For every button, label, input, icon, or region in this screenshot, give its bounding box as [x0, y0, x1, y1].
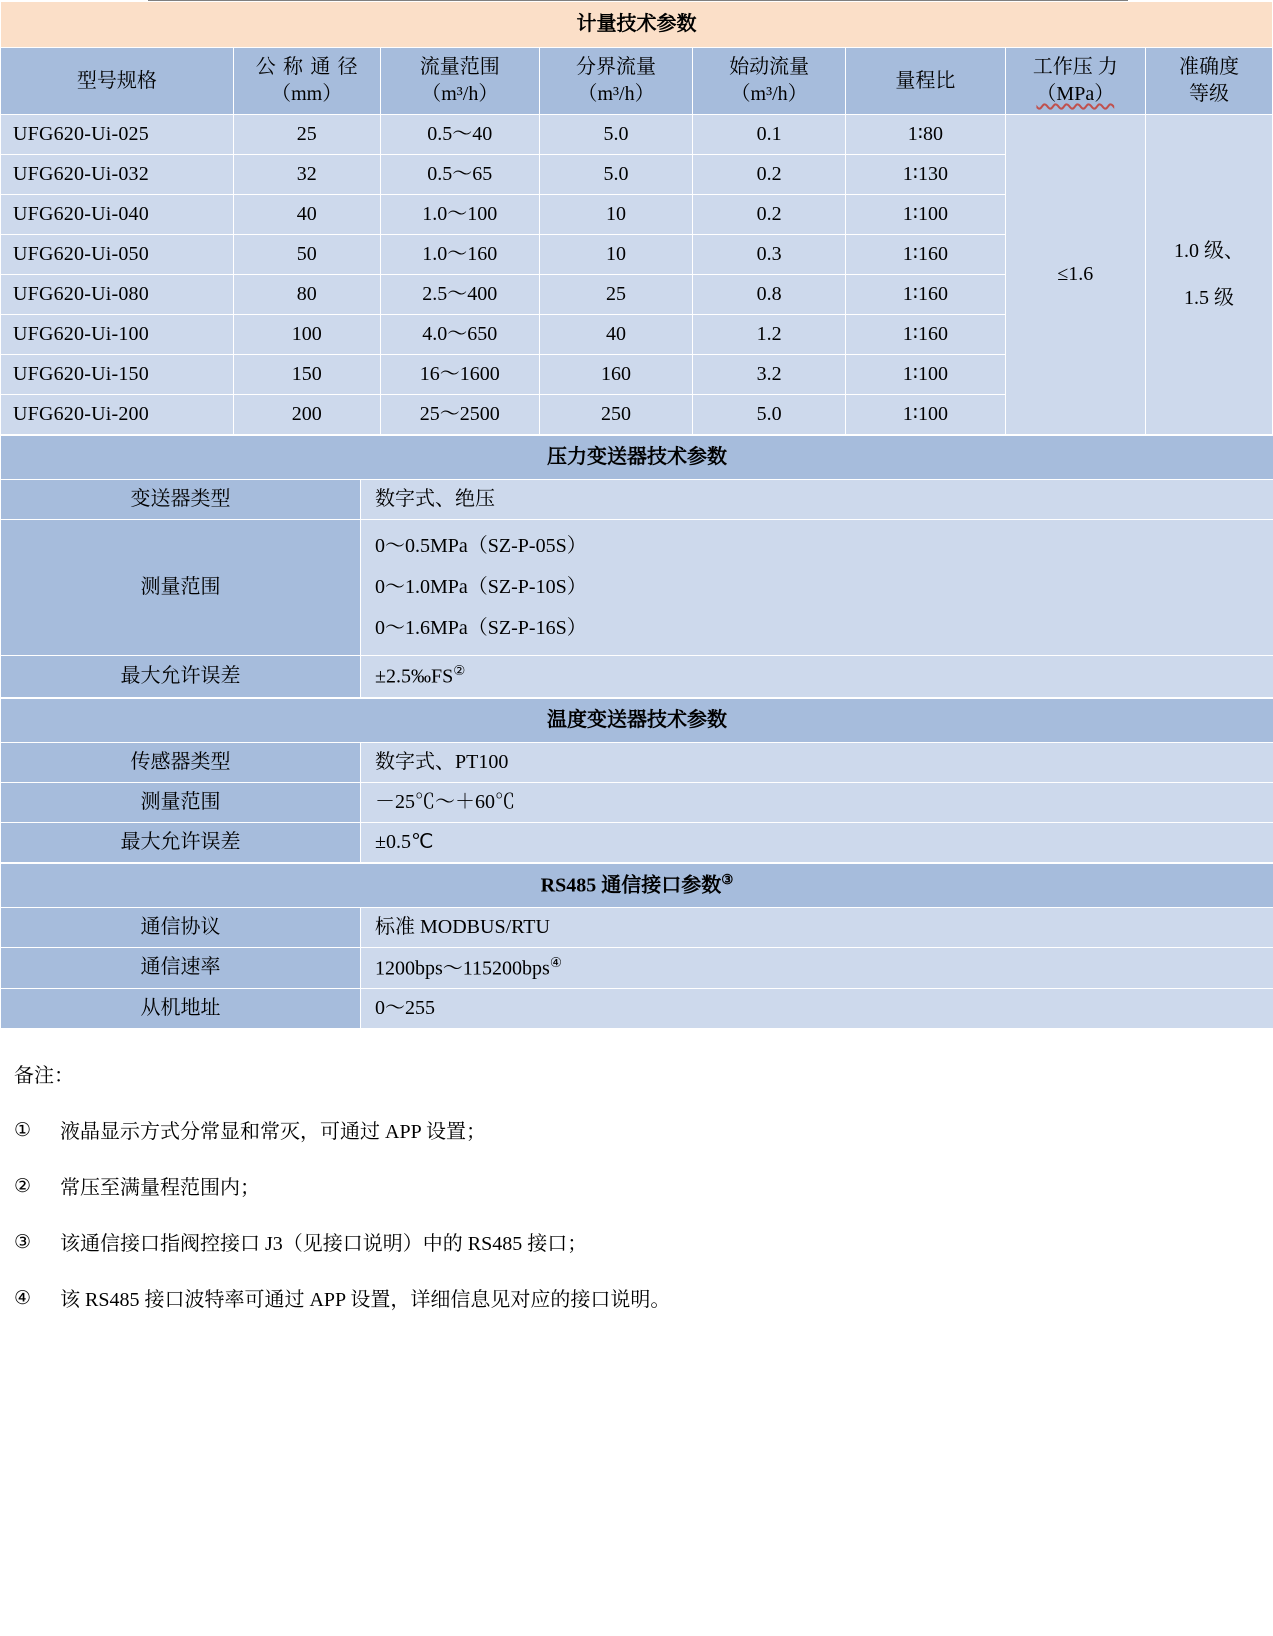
header-boundary-flow-line1: 分界流量: [576, 56, 657, 78]
cell-dn: 50: [233, 235, 380, 275]
table-row: [1, 822, 1273, 862]
header-work-pressure-line1: 工作压 力: [1032, 56, 1118, 78]
cell-boundary-flow: 10: [539, 235, 692, 275]
header-accuracy-line2: 等级: [1189, 83, 1230, 105]
cell-model: UFG620-Ui-050: [1, 235, 234, 275]
value-pressure-max-error-note: ②: [453, 663, 466, 678]
cell-model: UFG620-Ui-200: [1, 395, 234, 435]
cell-dn: 150: [233, 355, 380, 395]
cell-model: UFG620-Ui-040: [1, 195, 234, 235]
notes-title: 备注：: [14, 1065, 74, 1088]
cell-start-flow: 5.0: [693, 395, 846, 435]
cell-model: UFG620-Ui-150: [1, 355, 234, 395]
cell-dn: 80: [233, 275, 380, 315]
note-item: [14, 1173, 1259, 1203]
cell-boundary-flow: 250: [539, 395, 692, 435]
notes-section: [0, 1061, 1273, 1351]
label-transmitter-type: 变送器类型: [1, 480, 361, 520]
header-flow-range: [380, 48, 539, 115]
value-pressure-max-error: [361, 656, 1273, 698]
note-number: ③: [14, 1232, 32, 1254]
table-row: [1, 989, 1273, 1029]
cell-accuracy-line1: 1.0 级、: [1174, 239, 1245, 262]
value-temp-max-error: ±0.5℃: [361, 822, 1273, 862]
cell-start-flow: 0.2: [693, 195, 846, 235]
cell-start-flow: 0.1: [693, 115, 846, 155]
label-pressure-range: 测量范围: [1, 520, 361, 656]
cell-flow-range: 0.5～65: [380, 155, 539, 195]
table-row: [1, 947, 1273, 989]
header-dn-line2: （mm）: [271, 83, 343, 105]
value-baud-rate-text: 1200bps～115200bps: [375, 957, 550, 980]
cell-turndown: 1∶100: [846, 395, 1005, 435]
cell-turndown: 1∶100: [846, 195, 1005, 235]
note-number: ①: [14, 1120, 32, 1142]
rs485-section-title-note: ③: [721, 871, 734, 887]
pressure-transmitter-table: [0, 435, 1273, 698]
cell-turndown: 1∶160: [846, 315, 1005, 355]
metering-header-row: [1, 48, 1273, 115]
cell-turndown: 1∶80: [846, 115, 1005, 155]
rs485-title-row: [1, 863, 1273, 907]
label-protocol: 通信协议: [1, 907, 361, 947]
note-text: 该 RS485 接口波特率可通过 APP 设置，详细信息见对应的接口说明。: [60, 1289, 671, 1312]
cell-turndown: 1∶160: [846, 275, 1005, 315]
value-pressure-max-error-text: ±2.5‰FS: [375, 665, 454, 688]
value-baud-rate-note: ④: [549, 954, 563, 970]
value-transmitter-type: 数字式、绝压: [361, 480, 1273, 520]
header-model: 型号规格: [1, 48, 234, 115]
note-text: 常压至满量程范围内；: [60, 1177, 260, 1200]
table-row: [1, 742, 1273, 782]
header-flow-range-line2: （m³/h）: [421, 83, 499, 105]
header-accuracy-line1: 准确度: [1179, 56, 1240, 78]
cell-flow-range: 2.5～400: [380, 275, 539, 315]
note-item: [14, 1117, 1259, 1147]
header-work-pressure: [1005, 48, 1146, 115]
cell-model: UFG620-Ui-025: [1, 115, 234, 155]
value-slave-address: 0～255: [361, 989, 1273, 1029]
label-baud-rate: 通信速率: [1, 947, 361, 989]
rs485-table: [0, 863, 1273, 1030]
cell-dn: 100: [233, 315, 380, 355]
header-start-flow: [693, 48, 846, 115]
label-sensor-type: 传感器类型: [1, 742, 361, 782]
header-dn-line1: 公 称 通 径: [255, 56, 358, 78]
cell-turndown: 1∶100: [846, 355, 1005, 395]
cell-flow-range: 1.0～100: [380, 195, 539, 235]
cell-dn: 32: [233, 155, 380, 195]
cell-model: UFG620-Ui-100: [1, 315, 234, 355]
value-pressure-range-line3: 0～1.6MPa（SZ-P-16S）: [375, 617, 587, 639]
value-temp-range: －25℃～＋60℃: [361, 782, 1273, 822]
metering-section-title: 计量技术参数: [1, 2, 1273, 48]
cell-model: UFG620-Ui-032: [1, 155, 234, 195]
note-item: [14, 1285, 1259, 1315]
note-item: [14, 1229, 1259, 1259]
temperature-title-row: [1, 698, 1273, 742]
cell-turndown: 1∶130: [846, 155, 1005, 195]
cell-dn: 25: [233, 115, 380, 155]
note-text: 该通信接口指阀控接口 J3（见接口说明）中的 RS485 接口；: [60, 1233, 588, 1256]
pressure-section-title: 压力变送器技术参数: [1, 436, 1273, 480]
cell-start-flow: 3.2: [693, 355, 846, 395]
value-protocol: 标准 MODBUS/RTU: [361, 907, 1273, 947]
cell-flow-range: 4.0～650: [380, 315, 539, 355]
cell-dn: 40: [233, 195, 380, 235]
temperature-section-title: 温度变送器技术参数: [1, 698, 1273, 742]
table-row: [1, 656, 1273, 698]
rs485-section-title-text: RS485 通信接口参数: [540, 874, 722, 897]
cell-boundary-flow: 5.0: [539, 115, 692, 155]
label-pressure-max-error: 最大允许误差: [1, 656, 361, 698]
cell-flow-range: 0.5～40: [380, 115, 539, 155]
table-row: [1, 520, 1273, 656]
table-row: [1, 115, 1273, 155]
cell-dn: 200: [233, 395, 380, 435]
cell-flow-range: 16～1600: [380, 355, 539, 395]
header-flow-range-line1: 流量范围: [419, 56, 500, 78]
temperature-transmitter-table: [0, 698, 1273, 863]
note-number: ④: [14, 1288, 32, 1310]
cell-boundary-flow: 160: [539, 355, 692, 395]
rs485-section-title: [1, 863, 1273, 907]
metering-title-row: [1, 2, 1273, 48]
header-boundary-flow: [539, 48, 692, 115]
cell-accuracy: [1146, 115, 1273, 435]
value-pressure-range: [361, 520, 1273, 656]
header-dn: [233, 48, 380, 115]
value-pressure-range-line2: 0～1.0MPa（SZ-P-10S）: [375, 576, 587, 598]
cell-boundary-flow: 5.0: [539, 155, 692, 195]
cell-accuracy-line2: 1.5 级: [1184, 286, 1235, 309]
label-temp-range: 测量范围: [1, 782, 361, 822]
table-row: [1, 782, 1273, 822]
value-baud-rate: [361, 947, 1273, 989]
header-boundary-flow-line2: （m³/h）: [577, 83, 655, 105]
cell-start-flow: 0.3: [693, 235, 846, 275]
label-temp-max-error: 最大允许误差: [1, 822, 361, 862]
cell-turndown: 1∶160: [846, 235, 1005, 275]
cell-start-flow: 1.2: [693, 315, 846, 355]
pressure-title-row: [1, 436, 1273, 480]
note-text: 液晶显示方式分常显和常灭，可通过 APP 设置；: [60, 1121, 486, 1144]
value-pressure-range-line1: 0～0.5MPa（SZ-P-05S）: [375, 535, 587, 557]
label-slave-address: 从机地址: [1, 989, 361, 1029]
cell-boundary-flow: 10: [539, 195, 692, 235]
header-accuracy: [1146, 48, 1273, 115]
header-turndown: 量程比: [846, 48, 1005, 115]
header-start-flow-line1: 始动流量: [729, 56, 810, 78]
metering-table: [0, 1, 1273, 435]
cell-flow-range: 25～2500: [380, 395, 539, 435]
note-number: ②: [14, 1176, 32, 1198]
cell-start-flow: 0.8: [693, 275, 846, 315]
value-sensor-type: 数字式、PT100: [361, 742, 1273, 782]
cell-boundary-flow: 25: [539, 275, 692, 315]
cell-boundary-flow: 40: [539, 315, 692, 355]
cell-work-pressure: ≤1.6: [1005, 115, 1146, 435]
cell-flow-range: 1.0～160: [380, 235, 539, 275]
cell-model: UFG620-Ui-080: [1, 275, 234, 315]
header-start-flow-line2: （m³/h）: [730, 83, 808, 105]
cell-start-flow: 0.2: [693, 155, 846, 195]
header-work-pressure-line2: （MPa）: [1036, 83, 1115, 105]
table-row: [1, 480, 1273, 520]
table-row: [1, 907, 1273, 947]
